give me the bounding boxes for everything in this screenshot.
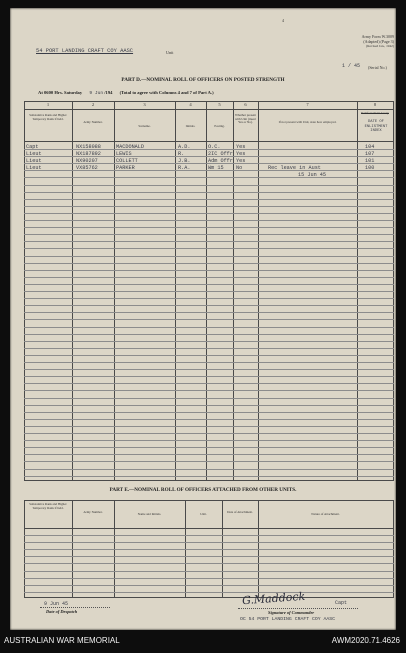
ruled-line — [24, 248, 394, 249]
roll-cell-rank: Capt — [26, 143, 39, 150]
col-number-2: 2 — [91, 102, 95, 107]
col-header-present: Whether present with Unit (insert Yes or No). — [234, 113, 257, 125]
part-d-title: PART D.—NOMINAL ROLL OF OFFICERS ON POSTED STRENGTH — [121, 77, 285, 83]
e-header-date: Date of Attachment. — [227, 510, 253, 514]
roll-cell-group: 101 — [365, 157, 375, 164]
signature-rank: Capt — [335, 600, 348, 606]
commander-unit: OC 54 PORT LANDING CRAFT COY AASC — [240, 617, 335, 622]
despatch-label: Date of Despatch — [46, 609, 78, 614]
roll-cell-group: 104 — [365, 143, 375, 150]
ruled-line — [24, 341, 394, 342]
roll-cell-initials: J.B. — [178, 157, 191, 164]
col8-typed-line: DATE OF — [368, 120, 384, 124]
roll-cell-initials: R.A. — [178, 164, 191, 171]
part-d-table — [10, 8, 396, 630]
ruled-line — [24, 563, 394, 564]
col-header-surname: Surname. — [138, 124, 151, 128]
ruled-line — [24, 454, 394, 455]
roll-cell-rank: Lieut — [26, 150, 42, 157]
roll-cell-number: VX85762 — [76, 164, 98, 171]
ruled-line — [24, 291, 394, 292]
ruled-line — [24, 348, 394, 349]
ruled-line — [24, 241, 394, 242]
roll-cell-surname: PARKER — [116, 164, 135, 171]
ruled-line — [24, 556, 394, 557]
ruled-line — [24, 535, 394, 536]
ruled-line — [24, 433, 394, 434]
roll-cell-present: Yes — [236, 143, 246, 150]
ruled-line — [24, 185, 394, 186]
serial-value: 1 / 45 — [342, 63, 361, 69]
page-mark: 4 — [282, 18, 284, 23]
at-line-suffix: (Total to agree with Columns 4 and 7 of Part A.) — [119, 90, 214, 95]
roll-cell-surname: COLLETT — [116, 157, 138, 164]
ruled-line — [24, 298, 394, 299]
form-revised: (Revised Jan., 1942) — [366, 44, 394, 48]
commander-signature: G.Maddock — [241, 589, 306, 608]
part-e-title: PART E.—NOMINAL ROLL OF OFFICERS ATTACHED FROM OTHER UNITS. — [109, 487, 297, 493]
e-header-unit: Unit. — [200, 512, 207, 516]
ruled-line — [24, 234, 394, 235]
ruled-line — [24, 571, 394, 572]
roll-cell-note-continued: 15 Jun 45 — [298, 171, 327, 178]
ruled-line — [24, 398, 394, 399]
col-header-rank: Substantive Rank and Higher Temporary Rank if held. — [29, 113, 67, 121]
roll-cell-posting: Wm 15 — [208, 164, 224, 171]
roll-cell-number: NX90207 — [76, 157, 98, 164]
commander-label: Signature of Commander — [268, 610, 315, 615]
ruled-line — [24, 227, 394, 228]
ruled-line — [24, 369, 394, 370]
ruled-line — [24, 390, 394, 391]
ruled-line — [24, 156, 394, 157]
e-header-name: Name and Initials. — [137, 512, 162, 516]
roll-cell-number: NX187892 — [76, 150, 101, 157]
ruled-line — [24, 440, 394, 441]
roll-cell-posting: O.C. — [208, 143, 221, 150]
ruled-line — [24, 270, 394, 271]
roll-cell-surname: LEWIS — [116, 150, 132, 157]
ruled-line — [24, 284, 394, 285]
roll-cell-number: NX158088 — [76, 143, 101, 150]
ruled-line — [24, 447, 394, 448]
ruled-line — [24, 206, 394, 207]
form-adapted: (Adapted) (Page 3) — [363, 39, 394, 44]
ruled-line — [24, 177, 394, 178]
col-header-employed: If not present with Unit, state how employed. — [278, 120, 337, 124]
col-number-5: 5 — [218, 102, 221, 107]
archive-footer — [0, 630, 406, 653]
roll-cell-posting: Adm Offr — [208, 157, 233, 164]
roll-cell-present: Yes — [236, 150, 246, 157]
ruled-line — [24, 355, 394, 356]
col-number-3: 3 — [143, 102, 146, 107]
ruled-line — [24, 362, 394, 363]
ruled-line — [24, 426, 394, 427]
ruled-line — [24, 305, 394, 306]
ruled-line — [24, 319, 394, 320]
ruled-line — [24, 405, 394, 406]
ruled-line — [24, 170, 394, 171]
at-line-year: /194 — [104, 90, 113, 95]
ruled-line — [24, 334, 394, 335]
roll-cell-present: Yes — [236, 157, 246, 164]
ruled-line — [24, 220, 394, 221]
ruled-line — [24, 256, 394, 257]
col8-typed-line: INDEX — [370, 129, 382, 134]
despatch-date: 9 Jun 45 — [44, 601, 69, 607]
ruled-line — [24, 585, 394, 586]
ruled-line — [24, 327, 394, 328]
e-header-number: Army Number. — [83, 510, 103, 514]
ruled-line — [24, 312, 394, 313]
col-number-4: 4 — [189, 102, 192, 107]
ruled-line — [24, 461, 394, 462]
ruled-line — [24, 213, 394, 214]
roll-cell-note: Rec leave in Aust — [268, 164, 321, 171]
col8-typed-header — [359, 120, 393, 134]
ruled-line — [24, 469, 394, 470]
col-header-initials: Initials. — [185, 124, 196, 128]
ruled-line — [24, 542, 394, 543]
roll-cell-initials: A.D. — [178, 143, 191, 150]
roll-cell-group: 100 — [365, 164, 375, 171]
ruled-line — [24, 263, 394, 264]
ruled-line — [24, 149, 394, 150]
ruled-line — [24, 592, 394, 593]
ruled-line — [24, 419, 394, 420]
at-line-prefix: At 0600 Hrs. Saturday — [38, 90, 83, 95]
unit-label: Unit — [166, 50, 174, 55]
ruled-line — [24, 163, 394, 164]
ruled-line — [24, 376, 394, 377]
serial-label: (Serial No.) — [368, 65, 387, 70]
ruled-line — [24, 476, 394, 477]
ruled-line — [24, 277, 394, 278]
roll-cell-group: 107 — [365, 150, 375, 157]
at-line-date: 9 Jun — [89, 91, 104, 96]
ruled-line — [24, 412, 394, 413]
e-header-nature: Nature of Attachment. — [311, 512, 340, 516]
ruled-line — [24, 383, 394, 384]
document-sheet — [10, 8, 396, 630]
col-number-8: 8 — [373, 102, 377, 107]
col-header-posting: Posting. — [214, 124, 225, 128]
col-header-number: Army Number. — [83, 120, 103, 124]
roll-cell-rank: Lieut — [26, 164, 42, 171]
col-number-1: 1 — [46, 102, 50, 107]
roll-cell-present: No — [236, 164, 243, 171]
ruled-line — [24, 578, 394, 579]
col-number-6: 6 — [244, 102, 247, 107]
roll-cell-initials: R. — [178, 150, 185, 157]
roll-cell-posting: 2IC Offr — [208, 150, 233, 157]
ruled-line — [24, 192, 394, 193]
unit-name: 54 PORT LANDING CRAFT COY AASC — [36, 48, 134, 54]
roll-cell-surname: MACDONALD — [116, 143, 145, 150]
e-header-rank: Substantive Rank and Higher Temporary Rank if held. — [29, 502, 67, 510]
ruled-line — [24, 199, 394, 200]
col8-typed-line: ENLISTMENT — [364, 124, 388, 129]
form-id: Army Form W.3009 — [361, 34, 394, 39]
roll-cell-rank: Lieut — [26, 157, 42, 164]
ruled-line — [24, 549, 394, 550]
col-number-7: 7 — [306, 102, 309, 107]
col-header-group: Reinforcement Group — [361, 111, 389, 115]
footer-left: AUSTRALIAN WAR MEMORIAL — [4, 636, 120, 645]
footer-right: AWM2020.71.4626 — [331, 636, 400, 645]
